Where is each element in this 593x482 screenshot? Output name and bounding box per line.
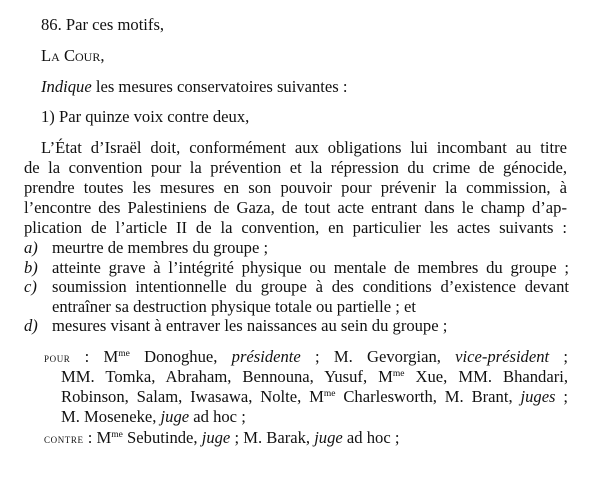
heading-text: 86. Par ces motifs, bbox=[41, 15, 165, 34]
contre-text: ad hoc ; bbox=[342, 428, 400, 447]
contre-text: ; M. Barak, bbox=[230, 428, 315, 447]
contre-role: juge bbox=[201, 428, 231, 447]
paragraph-line: L’État d’Israël doit, conformément aux obligations lui incombant au titre bbox=[41, 138, 567, 157]
vote-pour-line-2 bbox=[61, 367, 568, 387]
pour-sup: me bbox=[323, 389, 336, 399]
list-body bbox=[52, 277, 569, 317]
court-text: La Cour, bbox=[41, 46, 105, 65]
pour-text: Donoghue, bbox=[129, 347, 232, 366]
contre-text: M bbox=[96, 428, 112, 447]
list-item-c bbox=[24, 277, 569, 317]
pour-text: M bbox=[103, 347, 119, 366]
list-item-b bbox=[24, 258, 569, 278]
pour-text: ; M. Gevorgian, bbox=[300, 347, 456, 366]
list-letter: d) bbox=[24, 316, 38, 335]
list-body bbox=[52, 316, 569, 336]
pour-text: MM. Tomka, Abraham, Bennouna, Yusuf, M bbox=[61, 367, 393, 386]
contre-role: juge bbox=[314, 428, 343, 447]
point-1 bbox=[41, 107, 249, 127]
list-line: soumission intentionnelle du groupe à des conditions d’existence devant bbox=[52, 277, 569, 296]
list-body bbox=[52, 258, 569, 278]
vote-pour-line-4 bbox=[61, 407, 568, 427]
paragraph-line: prendre toutes les mesures en son pouvoir pour prévenir la commission, à bbox=[24, 178, 567, 197]
pour-role: vice-président bbox=[455, 347, 550, 366]
point-1-text: 1) Par quinze voix contre deux, bbox=[41, 107, 250, 126]
pour-role: juge bbox=[160, 407, 190, 426]
vote-contre-line bbox=[44, 428, 399, 449]
paragraph-line: l’encontre des Palestiniens de Gaza, de tout acte entrant dans le champ d’ap- bbox=[24, 198, 567, 217]
pour-colon: : bbox=[70, 347, 104, 366]
pour-sup: me bbox=[118, 349, 130, 359]
main-paragraph bbox=[24, 138, 567, 238]
pour-text: ad hoc ; bbox=[189, 407, 246, 426]
pour-label: pour bbox=[44, 351, 71, 365]
list-line: meurtre de membres du groupe ; bbox=[52, 238, 269, 257]
contre-label: contre bbox=[44, 432, 84, 446]
list-item-a bbox=[24, 238, 569, 258]
vote-pour-line-1 bbox=[44, 347, 568, 367]
pour-text: ; bbox=[555, 387, 569, 406]
contre-text: Sebutinde, bbox=[122, 428, 202, 447]
list-line: atteinte grave à l’intégrité physique ou mentale de membres du groupe ; bbox=[52, 258, 569, 277]
list-letter: b) bbox=[24, 258, 38, 277]
contre-colon: : bbox=[83, 428, 97, 447]
vote-pour-text bbox=[44, 347, 568, 367]
pour-text: M. Moseneke, bbox=[61, 407, 161, 426]
list-body bbox=[52, 238, 569, 258]
pour-role: juges bbox=[520, 387, 556, 406]
pour-text: Xue, MM. Bhandari, bbox=[404, 367, 568, 386]
list-letter: a) bbox=[24, 238, 38, 257]
contre-sup: me bbox=[111, 430, 123, 440]
paragraph-line: de la convention pour la prévention et la répression du crime de génocide, bbox=[24, 158, 567, 177]
indique-line bbox=[41, 77, 347, 97]
paragraph-line: plication de l’article II de la convention, en particulier les actes suivants : bbox=[24, 218, 567, 237]
pour-text: Charlesworth, M. Brant, bbox=[335, 387, 521, 406]
indique-rest: les mesures conservatoires suivantes : bbox=[91, 77, 348, 96]
list-letter: c) bbox=[24, 277, 37, 296]
pour-text: ; bbox=[549, 347, 568, 366]
list-item-d bbox=[24, 316, 569, 336]
pour-role: présidente bbox=[231, 347, 301, 366]
court-title bbox=[41, 46, 105, 66]
pour-sup: me bbox=[392, 369, 405, 379]
indique-word: Indique bbox=[41, 77, 92, 96]
pour-text: Robinson, Salam, Iwasawa, Nolte, M bbox=[61, 387, 324, 406]
vote-pour-continuation bbox=[61, 367, 568, 427]
vote-pour-line-3 bbox=[61, 387, 568, 407]
list-line: entraîner sa destruction physique totale ou partielle ; et bbox=[52, 297, 417, 316]
paragraph-heading bbox=[41, 15, 164, 35]
list-line: mesures visant à entraver les naissances au sein du groupe ; bbox=[52, 316, 448, 335]
